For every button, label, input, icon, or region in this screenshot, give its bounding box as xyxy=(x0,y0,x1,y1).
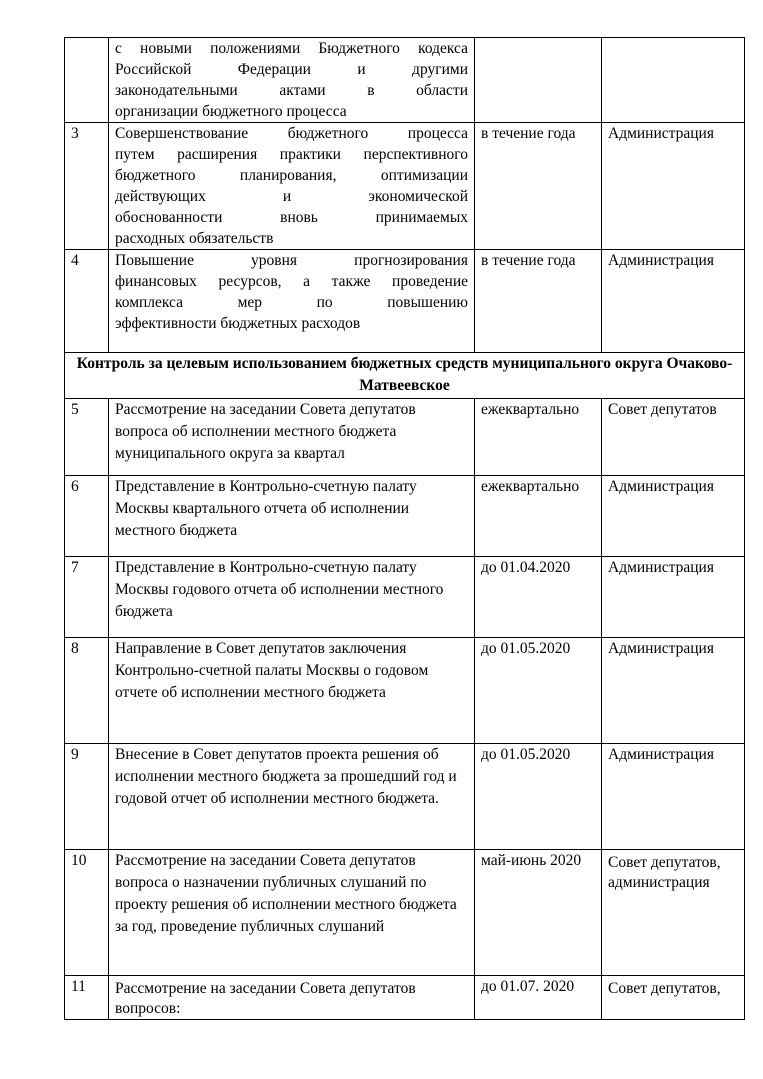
table-row xyxy=(65,123,745,250)
row-term: до 01.05.2020 xyxy=(475,744,602,850)
table-row xyxy=(65,976,745,1020)
row-term: до 01.04.2020 xyxy=(475,557,602,638)
row-responsible: Совет депутатов, xyxy=(602,976,745,1020)
row-description: Направление в Совет депутатов заключения Контрольно-счетной палаты Москвы о годовом отчете об исполнении местного бюджета xyxy=(109,638,475,744)
table-row xyxy=(65,744,745,850)
row-responsible: Совет депутатов, администрация xyxy=(602,850,745,976)
table-row xyxy=(65,250,745,353)
table-row xyxy=(65,850,745,976)
row-term xyxy=(475,38,602,123)
table-row xyxy=(65,476,745,557)
row-number: 7 xyxy=(65,557,109,638)
row-description: Совершенствование бюджетного процесса путем расширения практики перспективного бюджетного планирования, оптимизации действующих и экономической обоснованности вновь принимаемых расходных обязательств xyxy=(109,123,475,250)
row-description: с новыми положениями Бюджетного кодекса Российской Федерации и другими законодательными актами в области организации бюджетного процесса xyxy=(109,38,475,123)
row-responsible: Администрация xyxy=(602,476,745,557)
row-description: Повышение уровня прогнозирования финансовых ресурсов, а также проведение комплекса мер по повышению эффективности бюджетных расходов xyxy=(109,250,475,353)
row-number: 6 xyxy=(65,476,109,557)
row-responsible: Администрация xyxy=(602,638,745,744)
row-responsible: Администрация xyxy=(602,250,745,353)
section-header-row xyxy=(65,353,745,399)
section-title: Контроль за целевым использованием бюджетных средств муниципального округа Очаково-Матвеевское xyxy=(65,353,745,399)
row-term: ежеквартально xyxy=(475,399,602,476)
row-term: ежеквартально xyxy=(475,476,602,557)
row-description: Рассмотрение на заседании Совета депутатов вопросов: xyxy=(109,976,475,1020)
row-responsible: Администрация xyxy=(602,744,745,850)
row-number: 9 xyxy=(65,744,109,850)
row-description: Рассмотрение на заседании Совета депутатов вопроса об исполнении местного бюджета муниципального округа за квартал xyxy=(109,399,475,476)
row-responsible: Совет депутатов xyxy=(602,399,745,476)
table-row xyxy=(65,38,745,123)
row-number: 8 xyxy=(65,638,109,744)
row-term: в течение года xyxy=(475,250,602,353)
row-number: 11 xyxy=(65,976,109,1020)
row-number: 10 xyxy=(65,850,109,976)
row-number xyxy=(65,38,109,123)
row-description: Представление в Контрольно-счетную палату Москвы квартального отчета об исполнении местного бюджета xyxy=(109,476,475,557)
row-term: май-июнь 2020 xyxy=(475,850,602,976)
table-row xyxy=(65,638,745,744)
row-number: 4 xyxy=(65,250,109,353)
row-responsible xyxy=(602,38,745,123)
row-term: до 01.05.2020 xyxy=(475,638,602,744)
table-row xyxy=(65,399,745,476)
row-term: в течение года xyxy=(475,123,602,250)
row-number: 3 xyxy=(65,123,109,250)
row-description: Рассмотрение на заседании Совета депутатов вопроса о назначении публичных слушаний по проекту решения об исполнении местного бюджета за год, проведение публичных слушаний xyxy=(109,850,475,976)
row-term: до 01.07. 2020 xyxy=(475,976,602,1020)
row-description: Внесение в Совет депутатов проекта решения об исполнении местного бюджета за прошедший год и годовой отчет об исполнении местного бюджета. xyxy=(109,744,475,850)
table-row xyxy=(65,557,745,638)
row-responsible: Администрация xyxy=(602,557,745,638)
row-responsible: Администрация xyxy=(602,123,745,250)
budget-plan-table xyxy=(64,37,745,1020)
row-number: 5 xyxy=(65,399,109,476)
row-description: Представление в Контрольно-счетную палату Москвы годового отчета об исполнении местного бюджета xyxy=(109,557,475,638)
